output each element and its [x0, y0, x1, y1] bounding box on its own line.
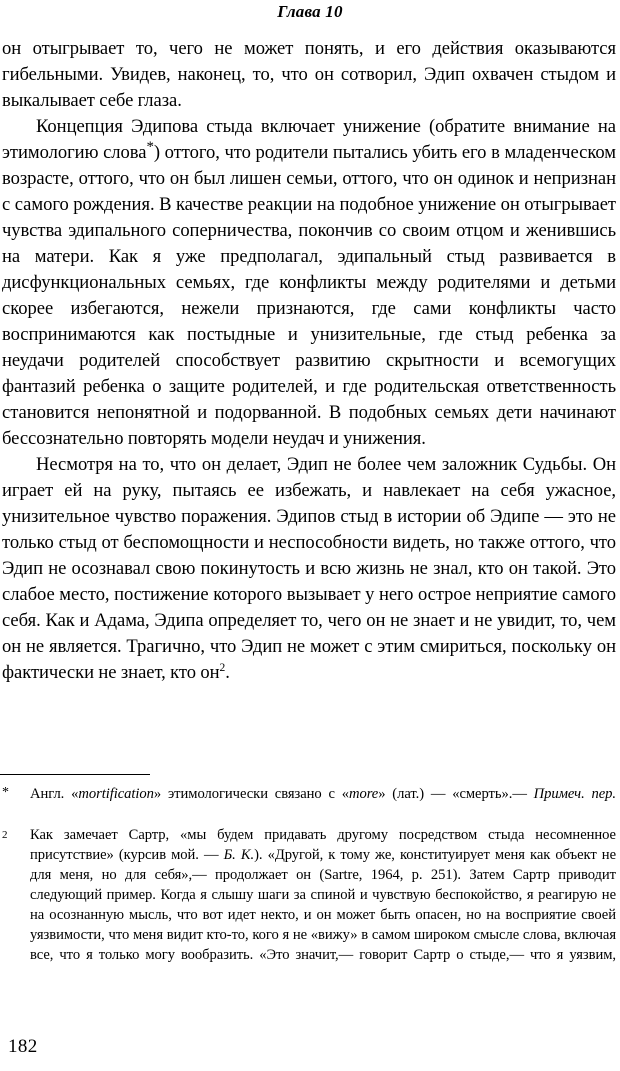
paragraph-continued: [2, 36, 616, 114]
paragraph-fate-hostage-text-a: Несмотря на то, что он делает, Эдип не более чем заложник Судьбы. Он играет ей на руку, пытаясь ее избежать, и навлекает на себя ужасное, унизительное чувство поражения. Эдипов стыд в истории об Эдипе — это не только стыд от беспомощности и неспособности видеть, но также оттого, что Эдип не осознавал свою покинутость и всю жизнь не знал, кто он такой. Это слабое место, постижение которого вызывает у него острое неприятие самого себя. Как и Адама, Эдипа определяет то, чего он не знает и не увидит, то, чем он не является. Трагично, что Эдип не может с этим смириться, поскольку он фактически не знает, кто он: [2, 454, 616, 683]
text-run: » этимологически связано с «: [153, 786, 349, 802]
footnote-2: [0, 825, 616, 985]
footnote-star: [0, 784, 616, 824]
body-text-column: [2, 36, 616, 686]
italic-run: mortification: [78, 786, 154, 802]
italic-run: Б. К.: [223, 847, 255, 863]
footnote-area: [0, 784, 616, 986]
text-run: ). «Другой, к тому же, конституирует меня как объект не для меня, но для себя»,— продолжает он (Sartre, 1964, p. 251). Затем Сартр приводит следующий пример. Когда я слышу шаги за спиной и чувствую беспокойство, я реагирую не на осознанную мысль, что вот идет некто, и он может быть опасен, но на восприятие своей уязвимости, что меня видит кто-то, кого я не «вижу» в самом широком смысле слова, включая все, что я только могу вообразить. «Это значит,— говорит Сартр о стыде,— что я уязвим,: [30, 847, 616, 963]
text-run: Англ. «: [30, 786, 79, 802]
italic-run: Примеч. пер.: [533, 786, 616, 802]
paragraph-fate-hostage-text-b: .: [225, 662, 230, 683]
running-head-chapter: Глава 10: [277, 2, 343, 21]
page-number: 182: [8, 1036, 38, 1057]
footnote-marker-star: *: [2, 785, 9, 800]
footnote-star-body: [30, 786, 616, 802]
footnote-ref-2[interactable]: 2: [219, 661, 226, 674]
footnote-marker-2: 2: [2, 829, 8, 841]
text-run: Как замечает Сартр, «мы будем придавать другому посредством стыда несомненное присутствие» (курсив мой. —: [30, 827, 616, 863]
footnote-2-body: [30, 827, 616, 963]
footnote-ref-star[interactable]: *: [146, 138, 154, 155]
paragraph-fate-hostage: [2, 452, 616, 686]
paragraph-oedipal-shame: [2, 114, 616, 452]
paragraph-oedipal-shame-text-a: Концепция Эдипова стыда включает унижение (обратите внимание на этимологию слова: [2, 116, 616, 163]
paragraph-continued-text: он отыгрывает то, чего не может понять, и его действия оказываются гибельными. Увидев, наконец, то, что он сотворил, Эдип охвачен стыдом и выкалывает себе глаза.: [2, 38, 616, 111]
italic-run: more: [348, 786, 379, 802]
footnote-separator-rule: [0, 774, 150, 775]
text-run: » (лат.) — «смерть».—: [378, 786, 534, 802]
paragraph-oedipal-shame-text-b: ) оттого, что родители пытались убить его в младенческом возрасте, оттого, что он был лишен семьи, оттого, что он одинок и непризнан с самого рождения. В качестве реакции на подобное унижение он отыгрывает чувства эдипального соперничества, покончив со своим отцом и женившись на матери. Как я уже предполагал, эдипальный стыд развивается в дисфункциональных семьях, где конфликты между родителями и детьми скорее избегаются, нежели признаются, где сами конфликты часто воспринимаются как постыдные и унизительные, где стыд ребенка за неудачи родителей способствует развитию скрытности и всемогущих фантазий ребенка о защите родителей, и где родительская ответственность становится непонятной и подорванной. В подобных семьях дети начинают бессознательно повторять модели неудач и унижения.: [2, 142, 616, 449]
